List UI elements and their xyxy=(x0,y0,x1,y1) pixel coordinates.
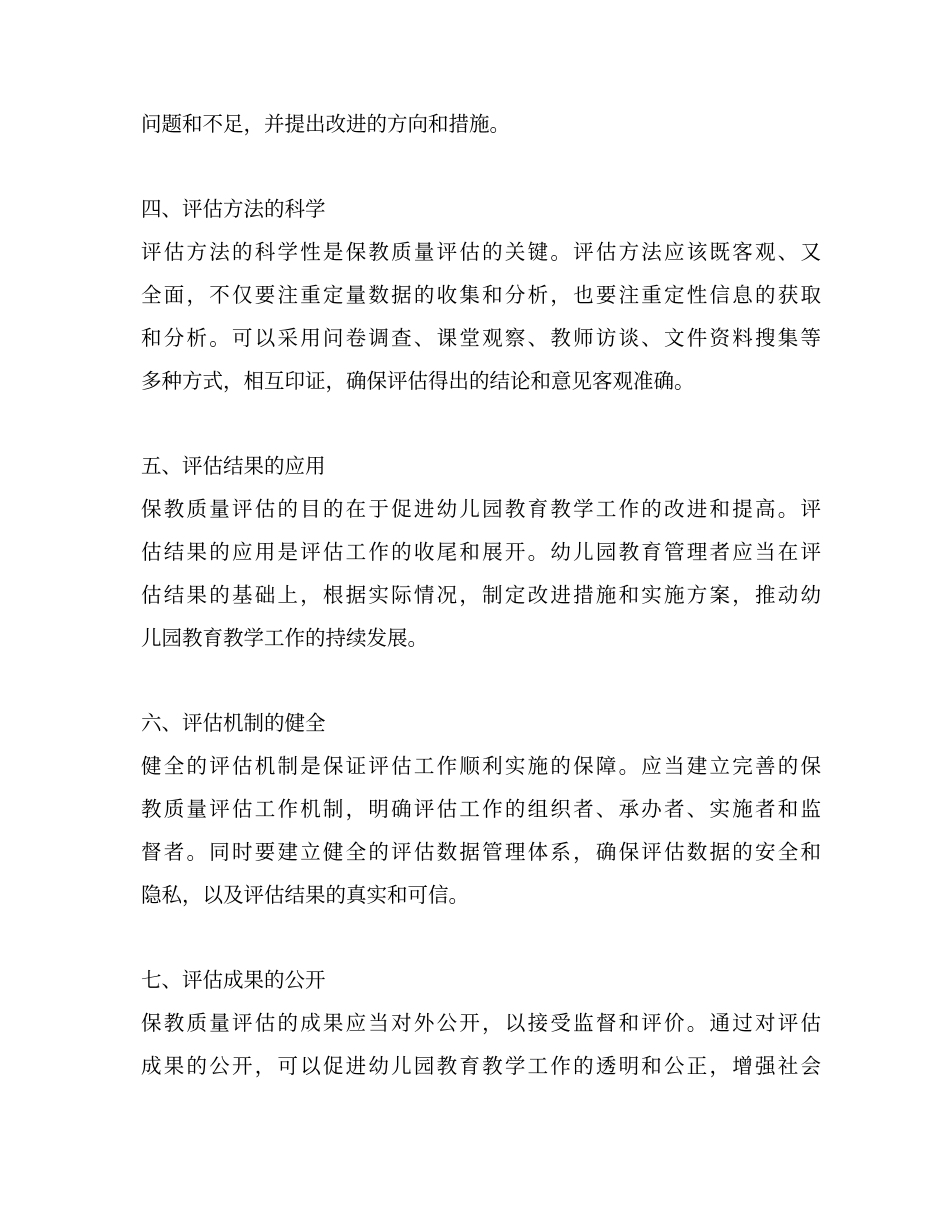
paragraph-line: 问题和不足，并提出改进的方向和措施。 xyxy=(141,112,510,136)
section-heading: 四、评估方法的科学 xyxy=(141,197,326,221)
paragraph-line: 儿园教育教学工作的持续发展。 xyxy=(141,626,428,650)
paragraph-line: 多种方式，相互印证，确保评估得出的结论和意见客观准确。 xyxy=(141,369,695,393)
paragraph-line: 健全的评估机制是保证评估工作顺利实施的保障。应当建立完善的保 xyxy=(141,754,821,778)
paragraph-line: 保教质量评估的成果应当对外公开，以接受监督和评价。通过对评估 xyxy=(141,1011,821,1035)
paragraph-line: 估结果的应用是评估工作的收尾和展开。幼儿园教育管理者应当在评 xyxy=(141,540,821,564)
paragraph-line: 督者。同时要建立健全的评估数据管理体系，确保评估数据的安全和 xyxy=(141,840,821,864)
section-heading: 五、评估结果的应用 xyxy=(141,454,326,478)
paragraph-line: 教质量评估工作机制，明确评估工作的组织者、承办者、实施者和监 xyxy=(141,797,821,821)
section-heading: 七、评估成果的公开 xyxy=(141,968,326,992)
paragraph-line: 和分析。可以采用问卷调查、课堂观察、教师访谈、文件资料搜集等 xyxy=(141,326,821,350)
paragraph-line: 保教质量评估的目的在于促进幼儿园教育教学工作的改进和提高。评 xyxy=(141,497,821,521)
paragraph-line: 估结果的基础上，根据实际情况，制定改进措施和实施方案，推动幼 xyxy=(141,583,821,607)
paragraph-line: 评估方法的科学性是保教质量评估的关键。评估方法应该既客观、又 xyxy=(141,240,821,264)
paragraph-line: 隐私，以及评估结果的真实和可信。 xyxy=(141,883,469,907)
paragraph-line: 成果的公开，可以促进幼儿园教育教学工作的透明和公正，增强社会 xyxy=(141,1054,821,1078)
section-heading: 六、评估机制的健全 xyxy=(141,711,326,735)
paragraph-line: 全面，不仅要注重定量数据的收集和分析，也要注重定性信息的获取 xyxy=(141,283,821,307)
